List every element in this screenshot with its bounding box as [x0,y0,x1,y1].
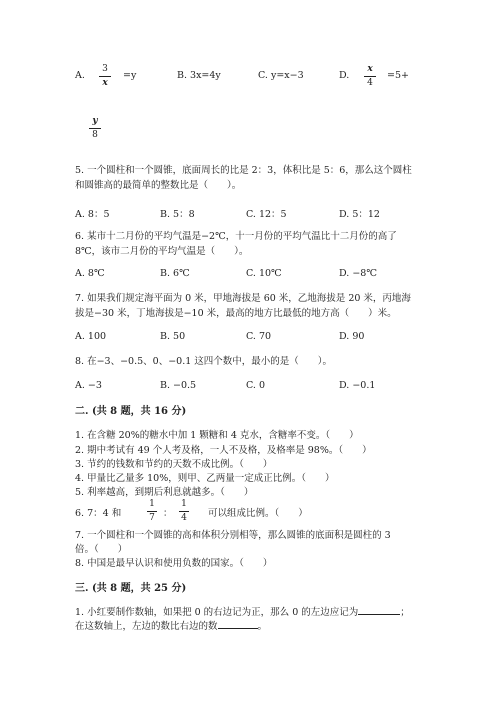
s3-item-1-text-1: 1. 小红要制作数轴，如果把 0 的右边记为正，那么 0 的左边应记为 [75,607,359,618]
fraction-bar [364,76,376,77]
q4-option-d-label: D. [339,70,350,81]
q6-stem-line1: 6. 某市十二月份的平均气温是−2℃，十一月份的平均气温比十二月份的高了 [75,231,397,242]
q7-option-b: B. 50 [160,331,186,342]
fraction-bar [99,76,111,77]
s2-item-5: 5. 利率越高，到期后利息就越多。（ ） [75,487,254,498]
s2-item-3: 3. 节约的钱数和节约的天数不成比例。（ ） [75,459,273,470]
fraction-denominator: x [102,78,108,88]
fraction-numerator: 1 [181,499,187,509]
fraction-denominator: 8 [92,130,98,140]
answer-blank[interactable] [218,620,258,629]
q5-option-d: D. 5：12 [339,209,380,220]
q7-option-c: C. 70 [246,331,272,342]
fraction-numerator: 3 [102,64,108,74]
q6-option-c: C. 10℃ [246,268,282,279]
s2-item-1: 1. 在含糖 20%的糖水中加 1 颗糖和 4 克水，含糖率不变。（ ） [75,430,359,441]
fraction-bar [147,511,157,512]
s2-item-8: 8. 中国是最早认识和使用负数的国家。（ ） [75,558,273,569]
q4-option-a-fraction [99,64,111,89]
q4-option-d-fraction-2 [89,116,101,141]
s2-item-2: 2. 期中考试有 49 个人考及格，一人不及格，及格率是 98%。（ ） [75,445,372,456]
q4-option-c: C. y=x−3 [258,70,304,81]
q8-option-a: A. −3 [75,380,102,391]
q8-option-c: C. 0 [246,380,266,391]
q6-stem-line2: 8℃，该市二月份的平均气温是（ ）。 [75,246,249,257]
s3-item-1-line2 [75,620,267,634]
fraction-denominator: 4 [367,78,373,88]
section-2-title: 二. (共 8 题，共 16 分) [75,406,187,417]
q7-option-d: D. 90 [339,331,365,342]
q5-option-b: B. 5：8 [160,209,195,220]
fraction-denominator: 4 [181,513,187,523]
s2-item-6-colon: ： [163,508,173,519]
q6-option-d: D. −8℃ [339,268,377,279]
s3-item-1-text-2: 在这数轴上，左边的数比右边的数 [75,621,218,632]
q8-option-b: B. −0.5 [160,380,197,391]
s3-item-1-end-2: 。 [257,621,268,632]
q4-option-d-rest: =5+ [387,70,409,81]
q4-option-a-label: A. [75,70,85,81]
q7-option-a: A. 100 [75,331,107,342]
s2-item-4: 4. 甲量比乙量多 10%，则甲、乙两量一定成正比例。（ ） [75,473,335,484]
s3-item-1-line1 [75,606,410,620]
section-3-title: 三. (共 8 题，共 25 分) [75,583,187,594]
fraction-bar [89,128,101,129]
q5-stem-line1: 5. 一个圆柱和一个圆锥，底面周长的比是 2：3，体积比是 5：6，那么这个圆柱 [75,165,412,176]
fraction-bar [179,511,189,512]
q4-option-a-rest: =y [123,70,137,81]
s3-item-1-end-1: ； [400,607,410,618]
s2-item-6-prefix: 6. 7：4 和 [75,508,122,519]
q8-option-d: D. −0.1 [339,380,376,391]
s2-item-6-fraction-2 [179,499,189,524]
fraction-numerator: x [367,64,373,74]
q5-option-a: A. 8：5 [75,209,110,220]
q6-option-a: A. 8℃ [75,268,105,279]
q8-stem: 8. 在−3、−0.5、0、−0.1 这四个数中，最小的是（ ）。 [75,356,333,367]
q7-stem-line1: 7. 如果我们规定海平面为 0 米，甲地海拔是 60 米，乙地海拔是 20 米，丙地海 [75,293,411,304]
q5-stem-line2: 和圆锥高的最简单的整数比是（ ）。 [75,180,242,191]
s2-item-7-line2: 倍。（ ） [75,544,128,555]
fraction-denominator: 7 [149,513,155,523]
fraction-numerator: 1 [149,499,155,509]
s2-item-6-fraction-1 [147,499,157,524]
fraction-numerator: y [92,116,98,126]
answer-blank[interactable] [358,606,400,615]
q4-option-d-fraction [364,64,376,89]
q4-option-b: B. 3x=4y [177,70,221,81]
q5-option-c: C. 12：5 [246,209,287,220]
s2-item-6-suffix: 可以组成比例。（ ） [208,508,308,519]
q7-stem-line2: 拔是−30 米，丁地海拔是−10 米，最高的地方比最低的地方高（ ）米。 [75,308,397,319]
s2-item-7-line1: 7. 一个圆柱和一个圆锥的高和体积分别相等，那么圆锥的底面积是圆柱的 3 [75,530,391,541]
q6-option-b: B. 6℃ [160,268,190,279]
